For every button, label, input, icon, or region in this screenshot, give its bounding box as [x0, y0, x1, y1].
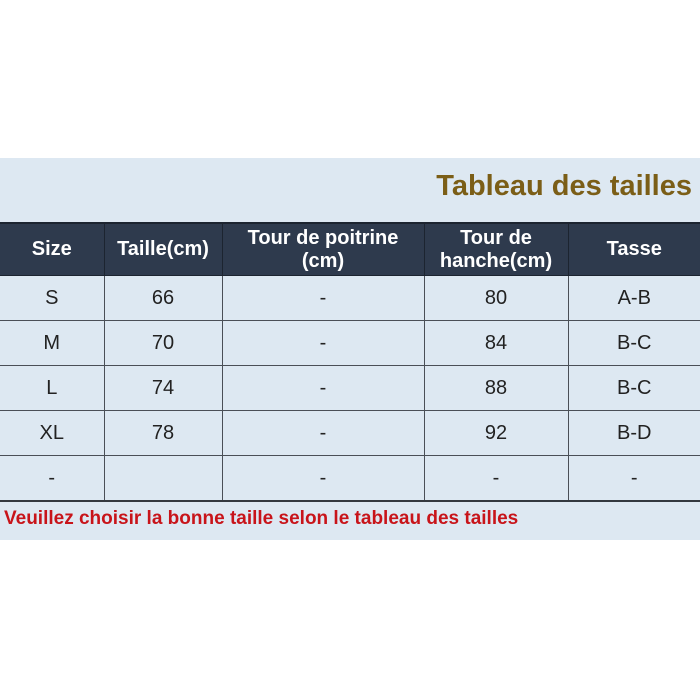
cell-bust: - [222, 411, 424, 456]
cell-cup: - [568, 456, 700, 502]
size-table [0, 222, 700, 502]
table-row [0, 411, 700, 456]
size-advice-note: Veuillez choisir la bonne taille selon le tableau des tailles [4, 508, 519, 529]
cell-cup: B-C [568, 366, 700, 411]
cell-hip: 92 [424, 411, 568, 456]
cell-size: - [0, 456, 104, 502]
cell-height: 78 [104, 411, 222, 456]
cell-height [104, 456, 222, 502]
table-row [0, 276, 700, 321]
cell-height: 74 [104, 366, 222, 411]
table-row [0, 321, 700, 366]
cell-size: M [0, 321, 104, 366]
header-bust: Tour de poitrine (cm) [222, 223, 424, 276]
cell-size: S [0, 276, 104, 321]
cell-hip: - [424, 456, 568, 502]
header-hip: Tour de hanche(cm) [424, 223, 568, 276]
cell-size: L [0, 366, 104, 411]
size-chart-panel [0, 158, 700, 540]
cell-hip: 88 [424, 366, 568, 411]
table-header-row [0, 223, 700, 276]
header-size: Size [0, 223, 104, 276]
cell-bust: - [222, 321, 424, 366]
cell-cup: B-D [568, 411, 700, 456]
cell-bust: - [222, 456, 424, 502]
cell-hip: 80 [424, 276, 568, 321]
table-row [0, 456, 700, 502]
cell-bust: - [222, 276, 424, 321]
cell-hip: 84 [424, 321, 568, 366]
size-chart-title: Tableau des tailles [436, 170, 692, 202]
cell-bust: - [222, 366, 424, 411]
header-height: Taille(cm) [104, 223, 222, 276]
cell-height: 66 [104, 276, 222, 321]
cell-height: 70 [104, 321, 222, 366]
header-cup: Tasse [568, 223, 700, 276]
cell-size: XL [0, 411, 104, 456]
cell-cup: B-C [568, 321, 700, 366]
cell-cup: A-B [568, 276, 700, 321]
table-row [0, 366, 700, 411]
